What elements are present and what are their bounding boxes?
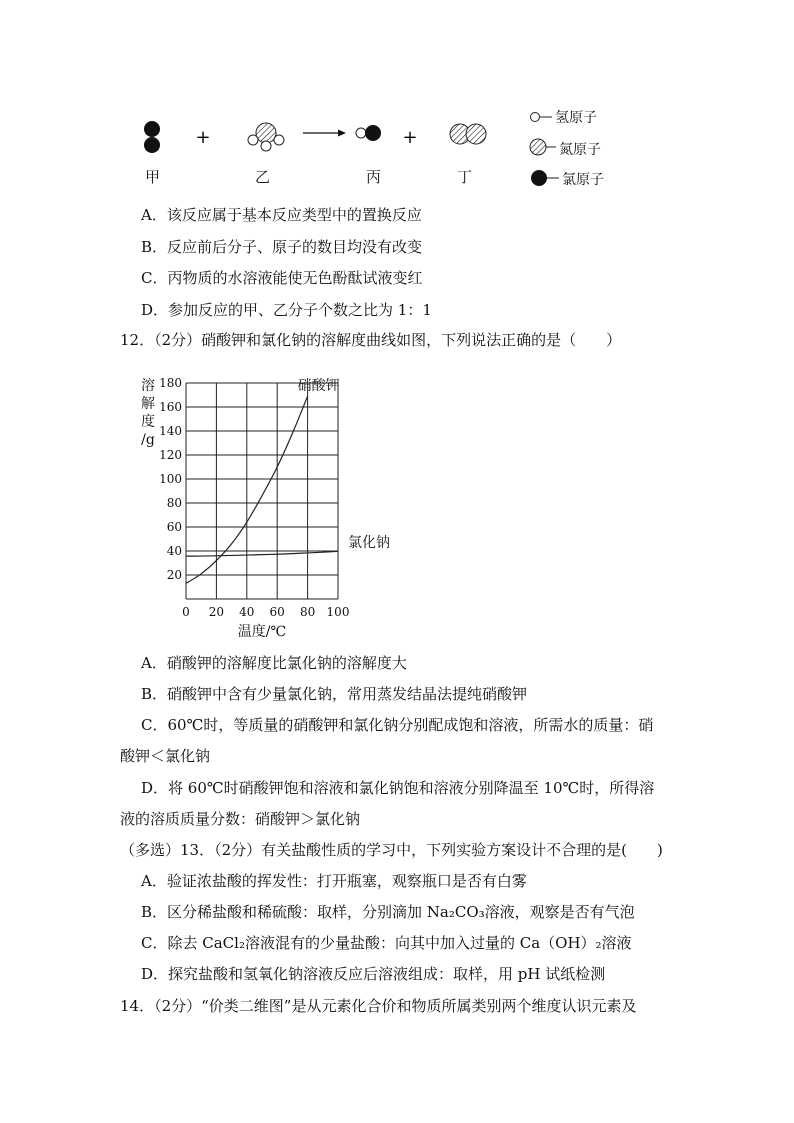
- label-jia: 甲: [145, 168, 161, 186]
- reaction-arrow: [303, 130, 346, 137]
- legend-nitrogen-label: 氮原子: [559, 142, 601, 158]
- molecule-jia: [144, 121, 160, 153]
- plus-sign-2: +: [402, 127, 418, 148]
- y-tick-label: 60: [166, 520, 182, 534]
- plus-sign-1: +: [195, 127, 211, 148]
- q14-stem: 14．（2分）“价类二维图”是从元素化合价和物质所属类别两个维度认识元素及: [120, 997, 637, 1015]
- molecule-bing: [356, 125, 381, 141]
- label-bing: 丙: [366, 168, 382, 186]
- y-axis-label: 解: [141, 396, 155, 412]
- x-tick-label: 60: [269, 605, 285, 619]
- x-tick-label: 100: [326, 605, 350, 619]
- sodium-chloride-curve: [186, 551, 338, 556]
- y-tick-label: 120: [159, 448, 182, 462]
- q12-stem: 12．（2分）硝酸钾和氯化钠的溶解度曲线如图，下列说法正确的是（ ）: [120, 331, 622, 349]
- q13-option-a: A．验证浓盐酸的挥发性：打开瓶塞，观察瓶口是否有白雾: [141, 872, 527, 890]
- x-tick-label: 0: [182, 605, 190, 619]
- solubility-chart: [0, 360, 794, 660]
- y-axis-label: 溶: [141, 378, 155, 394]
- label-ding: 丁: [457, 168, 473, 186]
- y-tick-label: 20: [166, 568, 182, 582]
- q12-option-c-line2: 酸钾＜氯化钠: [120, 747, 211, 765]
- y-tick-label: 100: [159, 472, 182, 486]
- legend-nitrogen-icon: [530, 139, 556, 155]
- q12-option-d-line2: 液的溶质质量分数：硝酸钾＞氯化钠: [120, 810, 361, 828]
- molecule-ding: [450, 124, 486, 144]
- label-yi: 乙: [255, 168, 271, 186]
- potassium-nitrate-label: 硝酸钾: [297, 378, 340, 395]
- q11-option-b: B．反应前后分子、原子的数目均没有改变: [141, 238, 423, 256]
- q11-option-a: A．该反应属于基本反应类型中的置换反应: [141, 206, 422, 224]
- x-axis-label: 温度/℃: [237, 624, 287, 640]
- y-tick-label: 140: [159, 424, 182, 438]
- q12-option-a: A．硝酸钾的溶解度比氯化钠的溶解度大: [141, 654, 407, 672]
- q11-option-c: C．丙物质的水溶液能使无色酚酞试液变红: [141, 269, 423, 287]
- y-axis-label: /g: [141, 432, 155, 448]
- x-tick-label: 40: [239, 605, 255, 619]
- x-tick-label: 80: [299, 605, 316, 619]
- y-tick-label: 40: [166, 544, 182, 558]
- legend-chlorine-icon: [531, 170, 559, 186]
- y-tick-label: 80: [166, 496, 182, 510]
- molecule-yi: [248, 123, 284, 151]
- y-axis-label: 度: [141, 414, 155, 430]
- y-tick-label: 180: [159, 376, 182, 390]
- q11-option-d: D．参加反应的甲、乙分子个数之比为 1：1: [141, 301, 432, 319]
- q12-option-c-line1: C．60℃时，等质量的硝酸钾和氯化钠分别配成饱和溶液，所需水的质量：硝: [141, 716, 654, 734]
- x-tick-label: 20: [208, 605, 225, 619]
- reaction-diagram: [0, 0, 794, 200]
- legend-hydrogen-icon: [531, 113, 553, 122]
- legend-chlorine-label: 氯原子: [562, 172, 604, 188]
- q13-option-d: D．探究盐酸和氢氧化钠溶液反应后溶液组成：取样，用 pH 试纸检测: [141, 965, 606, 983]
- q12-option-b: B．硝酸钾中含有少量氯化钠，常用蒸发结晶法提纯硝酸钾: [141, 685, 528, 703]
- q13-option-c: C．除去 CaCl₂溶液混有的少量盐酸：向其中加入过量的 Ca（OH）₂溶液: [141, 934, 632, 952]
- sodium-chloride-label: 氯化钠: [348, 535, 390, 552]
- q12-option-d-line1: D．将 60℃时硝酸钾饱和溶液和氯化钠饱和溶液分别降温至 10℃时，所得溶: [141, 779, 655, 797]
- legend-hydrogen-label: 氢原子: [555, 110, 597, 126]
- q13-stem: （多选）13．（2分）有关盐酸性质的学习中，下列实验方案设计不合理的是( ): [120, 841, 663, 859]
- y-tick-label: 160: [159, 400, 182, 414]
- q13-option-b: B．区分稀盐酸和稀硫酸：取样，分别滴加 Na₂CO₃溶液，观察是否有气泡: [141, 903, 635, 921]
